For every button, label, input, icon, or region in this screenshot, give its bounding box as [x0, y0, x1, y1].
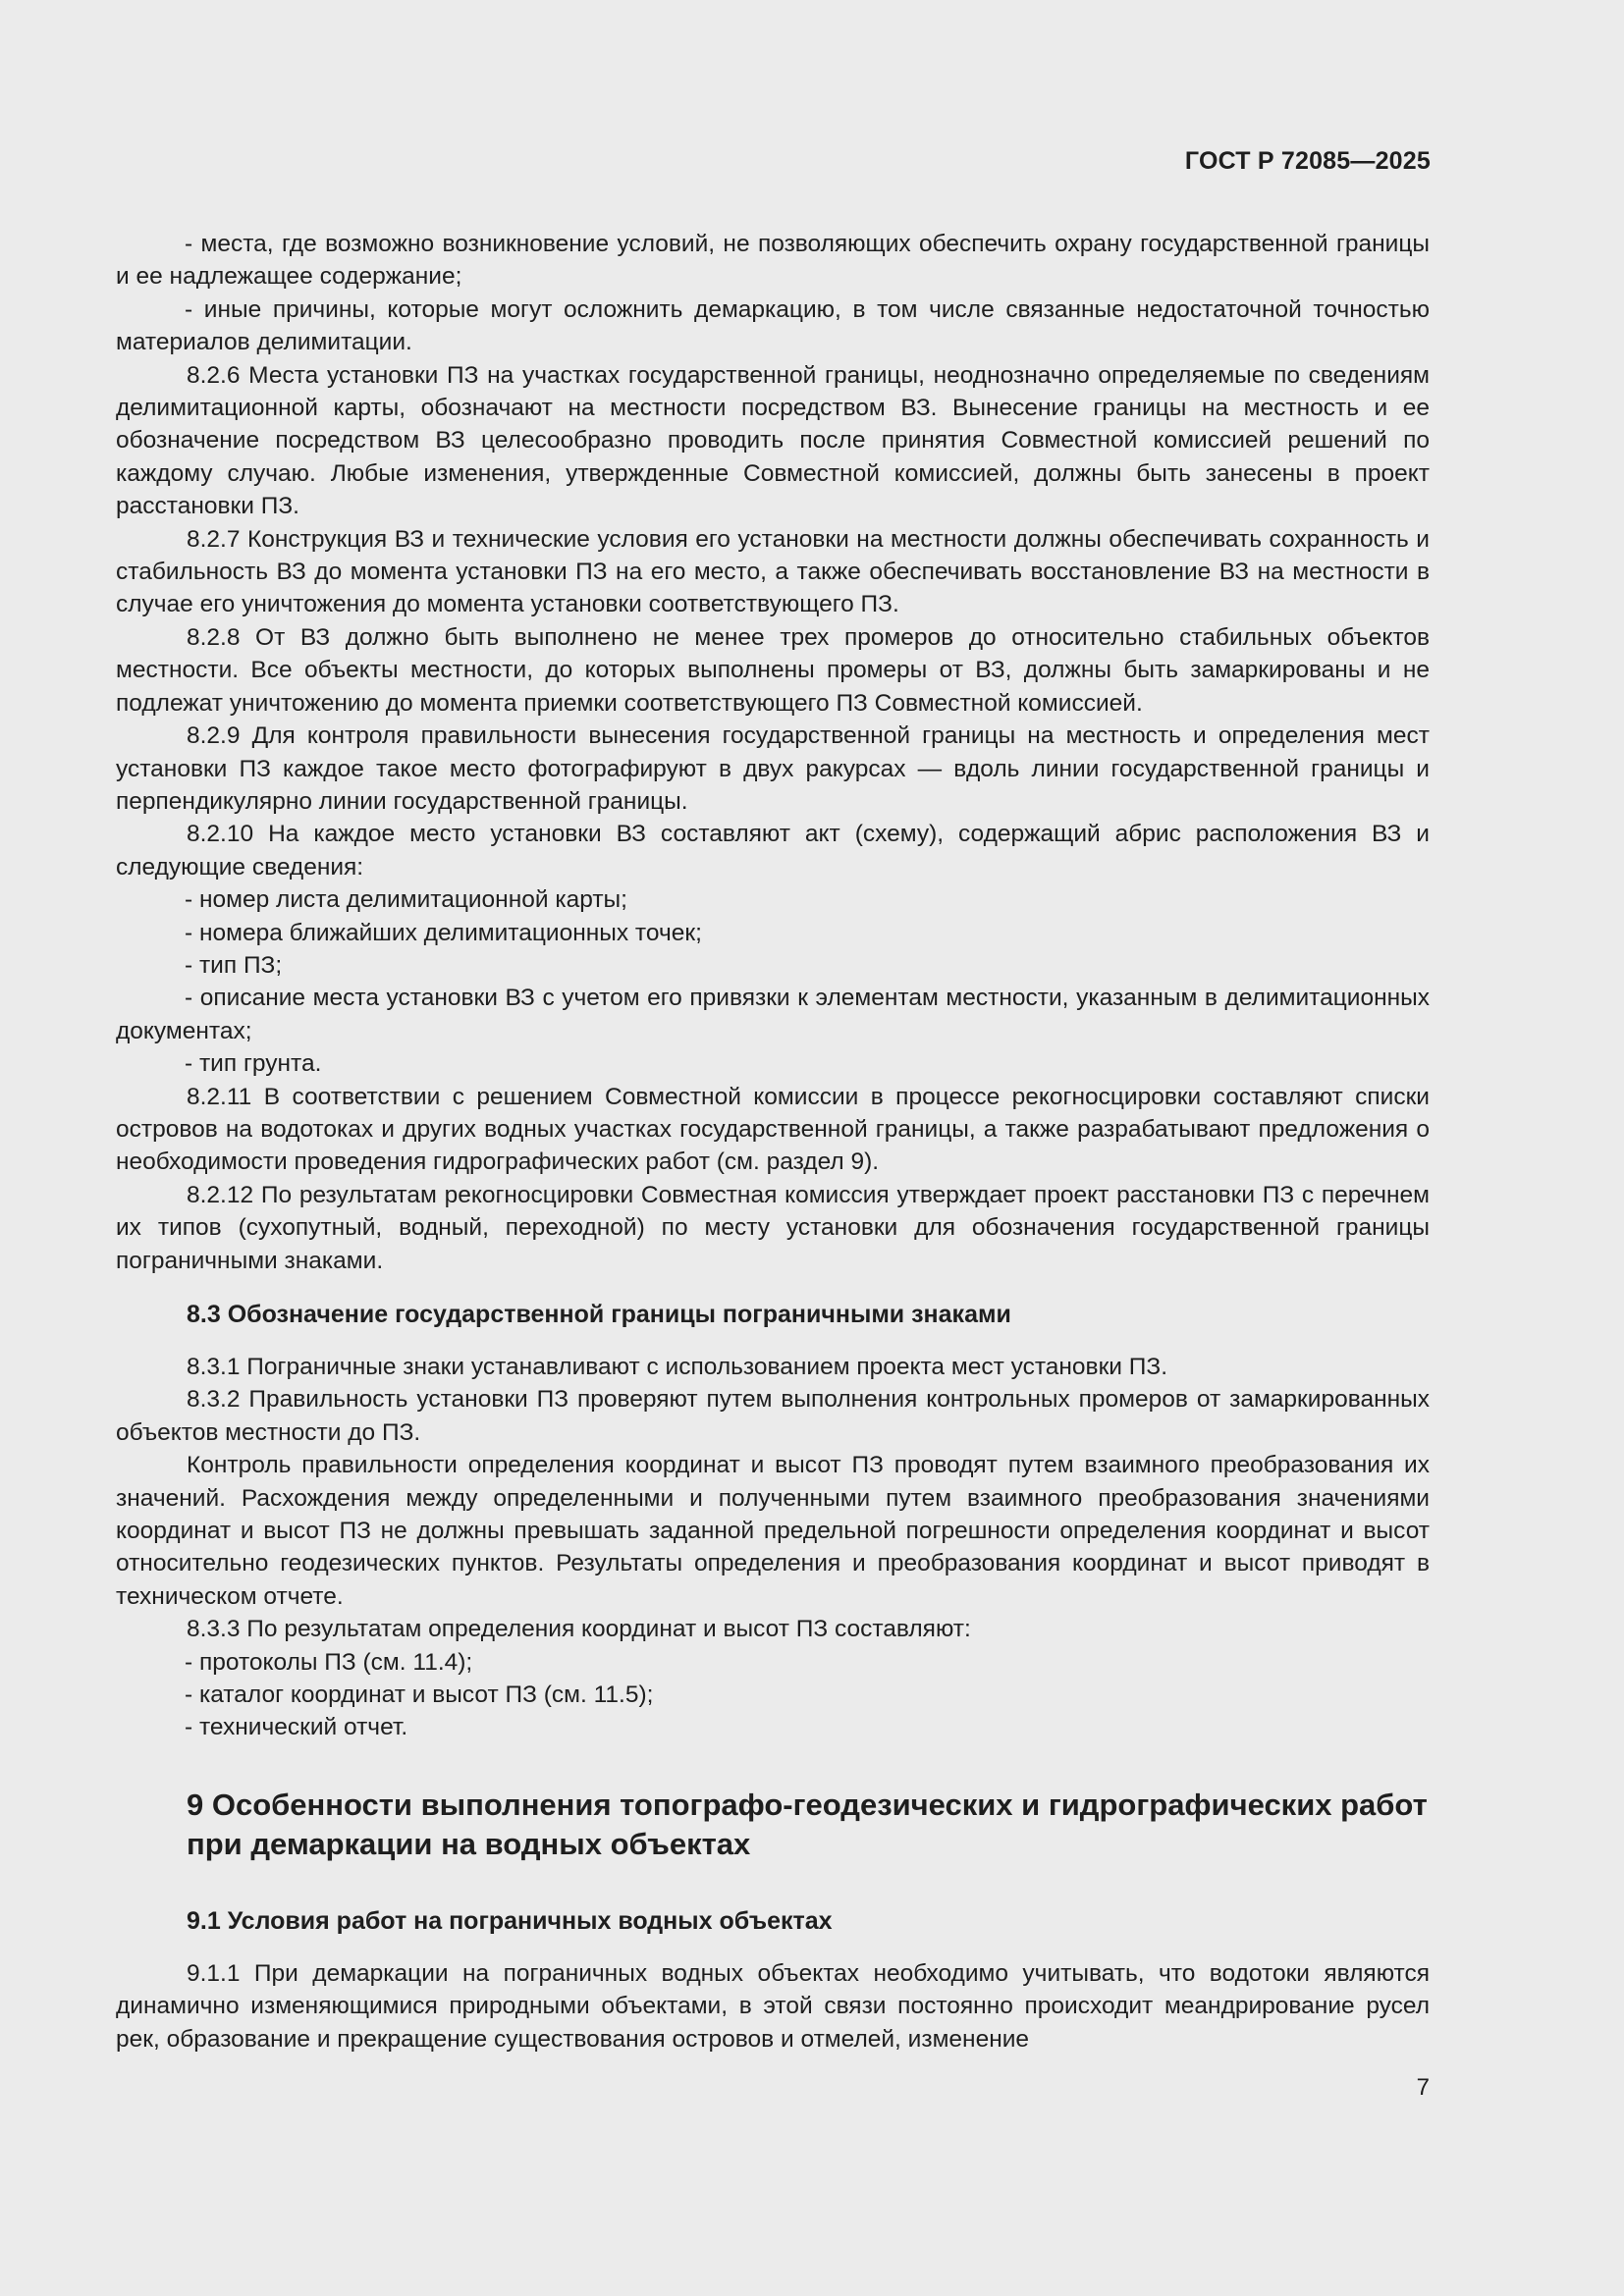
paragraph-8-3-3: 8.3.3 По результатам определения координат и высот ПЗ составляют:: [187, 1616, 971, 1643]
document-body: [116, 228, 1430, 2056]
paragraph-8-2-11: 8.2.11 В соответствии с решением Совместной комиссии в процессе рекогносцировки составляют списки островов на водотоках и других водных участках государственной границы, а также разрабатывают предложения о необходимости проведения гидрографических работ (см. раздел 9).: [116, 1083, 1430, 1176]
list-item: - технический отчет.: [185, 1714, 408, 1741]
list-item: - каталог координат и высот ПЗ (см. 11.5);: [185, 1682, 654, 1709]
paragraph-8-2-6: 8.2.6 Места установки ПЗ на участках государственной границы, неоднозначно определяемые по сведениям делимитационной карты, обозначают на местности посредством ВЗ. Вынесение границы на местность и ее обозначение посредством ВЗ целесообразно проводить после принятия Совместной комиссией решений по каждому случаю. Любые изменения, утвержденные Совместной комиссией, должны быть занесены в проект расстановки ПЗ.: [116, 361, 1430, 520]
paragraph-8-2-7: 8.2.7 Конструкция ВЗ и технические условия его установки на местности должны обеспечивать сохранность и стабильность ВЗ до момента установки ПЗ на его место, а также обеспечивать восстановление ВЗ на местности в случае его уничтожения до момента установки соответствующего ПЗ.: [116, 525, 1430, 618]
section-heading-8-3: 8.3 Обозначение государственной границы пограничными знаками: [187, 1301, 1011, 1328]
list-item: - номера ближайших делимитационных точек;: [185, 919, 702, 946]
list-item: - протоколы ПЗ (см. 11.4);: [185, 1648, 473, 1676]
list-item: - номер листа делимитационной карты;: [185, 886, 627, 914]
paragraph-9-1-1: 9.1.1 При демаркации на пограничных водных объектах необходимо учитывать, что водотоки являются динамично изменяющимися природными объектами, в этой связи постоянно происходит меандрирование русел рек, образование и прекращение существования островов и отмелей, изменение: [116, 1959, 1430, 2053]
section-heading-9-1: 9.1 Условия работ на пограничных водных объектах: [187, 1906, 833, 1935]
list-item: - места, где возможно возникновение условий, не позволяющих обеспечить охрану государственной границы и ее надлежащее содержание;: [116, 231, 1430, 291]
paragraph-8-2-10: 8.2.10 На каждое место установки ВЗ составляют акт (схему), содержащий абрис расположения ВЗ и следующие сведения:: [116, 821, 1430, 881]
list-item: - описание места установки ВЗ с учетом его привязки к элементам местности, указанным в делимитационных документах;: [116, 985, 1430, 1044]
list-item: - тип грунта.: [185, 1050, 322, 1078]
chapter-heading-9: 9 Особенности выполнения топографо-геодезических и гидрографических работ при демаркации на водных объектах: [187, 1787, 1428, 1861]
paragraph-8-2-8: 8.2.8 От ВЗ должно быть выполнено не менее трех промеров до относительно стабильных объектов местности. Все объекты местности, до которых выполнены промеры от ВЗ, должны быть замаркированы и не подлежат уничтожению до момента приемки соответствующего ПЗ Совместной комиссией.: [116, 623, 1430, 717]
paragraph-8-2-9: 8.2.9 Для контроля правильности вынесения государственной границы на местность и определения мест установки ПЗ каждое такое место фотографируют в двух ракурсах — вдоль линии государственной границы и перпендикулярно линии государственной границы.: [116, 722, 1430, 815]
list-item: - иные причины, которые могут осложнить демаркацию, в том числе связанные недостаточной точностью материалов делимитации.: [116, 295, 1430, 356]
page-number: 7: [1416, 2074, 1430, 2101]
paragraph-8-2-12: 8.2.12 По результатам рекогносцировки Совместная комиссия утверждает проект расстановки ПЗ с перечнем их типов (сухопутный, водный, переходной) по месту установки для обозначения государственной границы пограничными знаками.: [116, 1181, 1430, 1274]
document-code-header: ГОСТ Р 72085—2025: [1184, 147, 1431, 175]
paragraph-8-3-2: 8.3.2 Правильность установки ПЗ проверяют путем выполнения контрольных промеров от замаркированных объектов местности до ПЗ.: [116, 1386, 1430, 1446]
list-item: - тип ПЗ;: [185, 951, 283, 979]
paragraph-8-3-1: 8.3.1 Пограничные знаки устанавливают с использованием проекта мест установки ПЗ.: [187, 1354, 1167, 1380]
paragraph-8-3-2-control: Контроль правильности определения координат и высот ПЗ проводят путем взаимного преобразования их значений. Расхождения между определенными и полученными путем взаимного преобразования значениями координат и высот ПЗ не должны превышать заданной предельной погрешности определения координат и высот относительно геодезических пунктов. Результаты определения и преобразования координат и высот приводят в техническом отчете.: [116, 1452, 1430, 1610]
